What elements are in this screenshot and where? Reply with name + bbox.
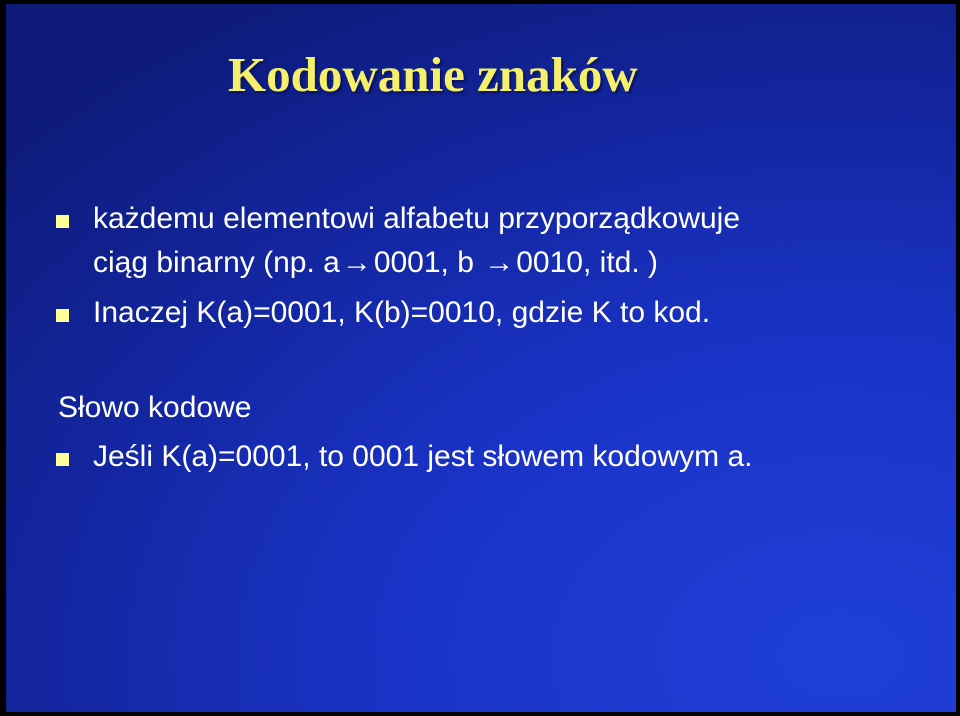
slide bbox=[6, 4, 956, 712]
bullet-square-icon bbox=[56, 309, 69, 322]
bullet3-text: Jeśli K(a)=0001, to 0001 jest słowem kodowym a. bbox=[93, 440, 753, 473]
bullet1-line1: każdemu elementowi alfabetu przyporządkowuje bbox=[93, 202, 741, 235]
slide-title: Kodowanie znaków bbox=[228, 47, 638, 102]
bullet-square-icon bbox=[56, 215, 69, 228]
bullet1-line2-suffix: 0010, itd. ) bbox=[516, 246, 659, 279]
bullet-square-icon bbox=[56, 453, 69, 466]
bullet1-line2 bbox=[93, 244, 658, 282]
right-arrow-icon: → bbox=[341, 246, 372, 279]
bullet1-line2-mid: 0001, b bbox=[373, 246, 483, 279]
bullet2-text: Inaczej K(a)=0001, K(b)=0010, gdzie K to kod. bbox=[93, 296, 711, 329]
bullet1-line2-prefix: ciąg binarny (np. a bbox=[93, 246, 340, 279]
section-heading: Słowo kodowe bbox=[58, 391, 252, 424]
right-arrow-icon: → bbox=[484, 246, 515, 279]
